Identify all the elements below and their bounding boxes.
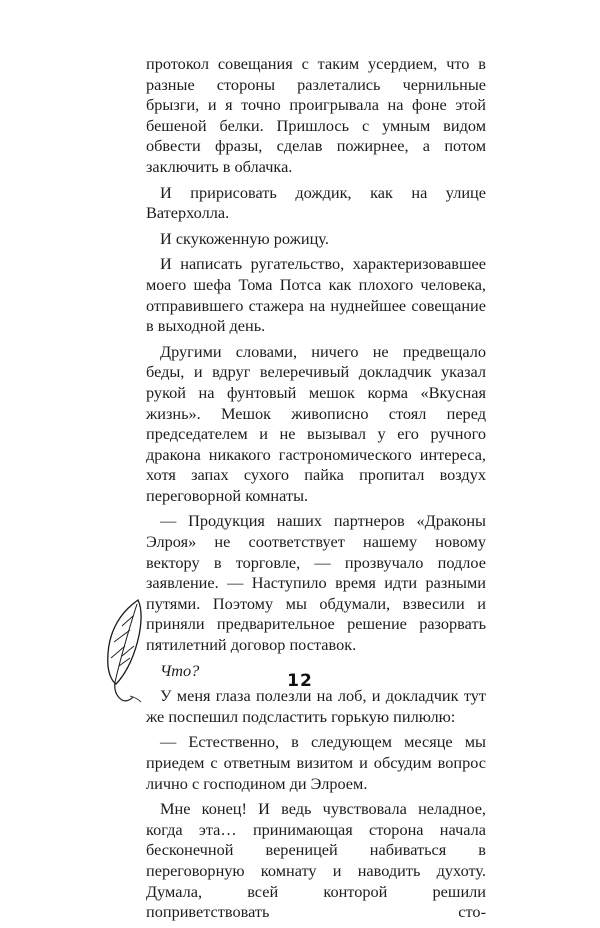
paragraph-thought: Что? bbox=[160, 660, 200, 680]
paragraph-ending: Мне конец! И ведь чувствовала неладное, когда эта… принимающая сторона начала бесконечной вереницей набиваться в переговорную комнату и наводить духоту. Думала, всей конторой решили поприветствовать сто- bbox=[146, 799, 486, 922]
paragraph-rain: И пририсовать дождик, как на улице Ватерхолла. bbox=[146, 182, 486, 223]
paragraph-curse: И написать ругательство, характеризовавшее моего шефа Тома Потса как плохого человека, отправившего стажера на нуднейшее совещание в выходной день. bbox=[146, 254, 486, 336]
paragraph-reaction: У меня глаза полезли на лоб, и докладчик тут же поспешил подсластить горькую пилюлю: bbox=[146, 686, 486, 726]
paragraph-protocol: протокол совещания с таким усердием, что в разные стороны разлетались чернильные брызги, и я точно проигрывала на фоне этой бешеной белки. Пришлось с умным видом обвести фразы, сделав пожирнее, а потом заключить в облачка. bbox=[146, 54, 486, 176]
book-page-text bbox=[146, 54, 486, 928]
paragraph-face: И скукоженную рожицу. bbox=[160, 228, 329, 248]
page-number: 12 bbox=[287, 671, 313, 691]
paragraph-statement: — Продукция наших партнеров «Драконы Элроя» не соответствует нашему новому вектору в торговле, — прозвучало подлое заявление. — Наступило время идти разными путями. Поэтому мы обдумали, взвесили и приняли предварительное решение разорвать пятилетний договор поставок. bbox=[146, 511, 486, 655]
paragraph-speaker: Другими словами, ничего не предвещало беды, и вдруг велеречивый докладчик указал рукой на фунтовый мешок корма «Вкусная жизнь». Мешок живописно стоял перед председателем и не вызывал у его ручного дракона никакого гастрономического интереса, хотя запах сухого пайка пропитал воздух переговорной комнаты. bbox=[146, 341, 486, 505]
paragraph-visit: — Естественно, в следующем месяце мы приедем с ответным визитом и обсудим вопрос лично с господином ди Элроем. bbox=[146, 732, 486, 793]
